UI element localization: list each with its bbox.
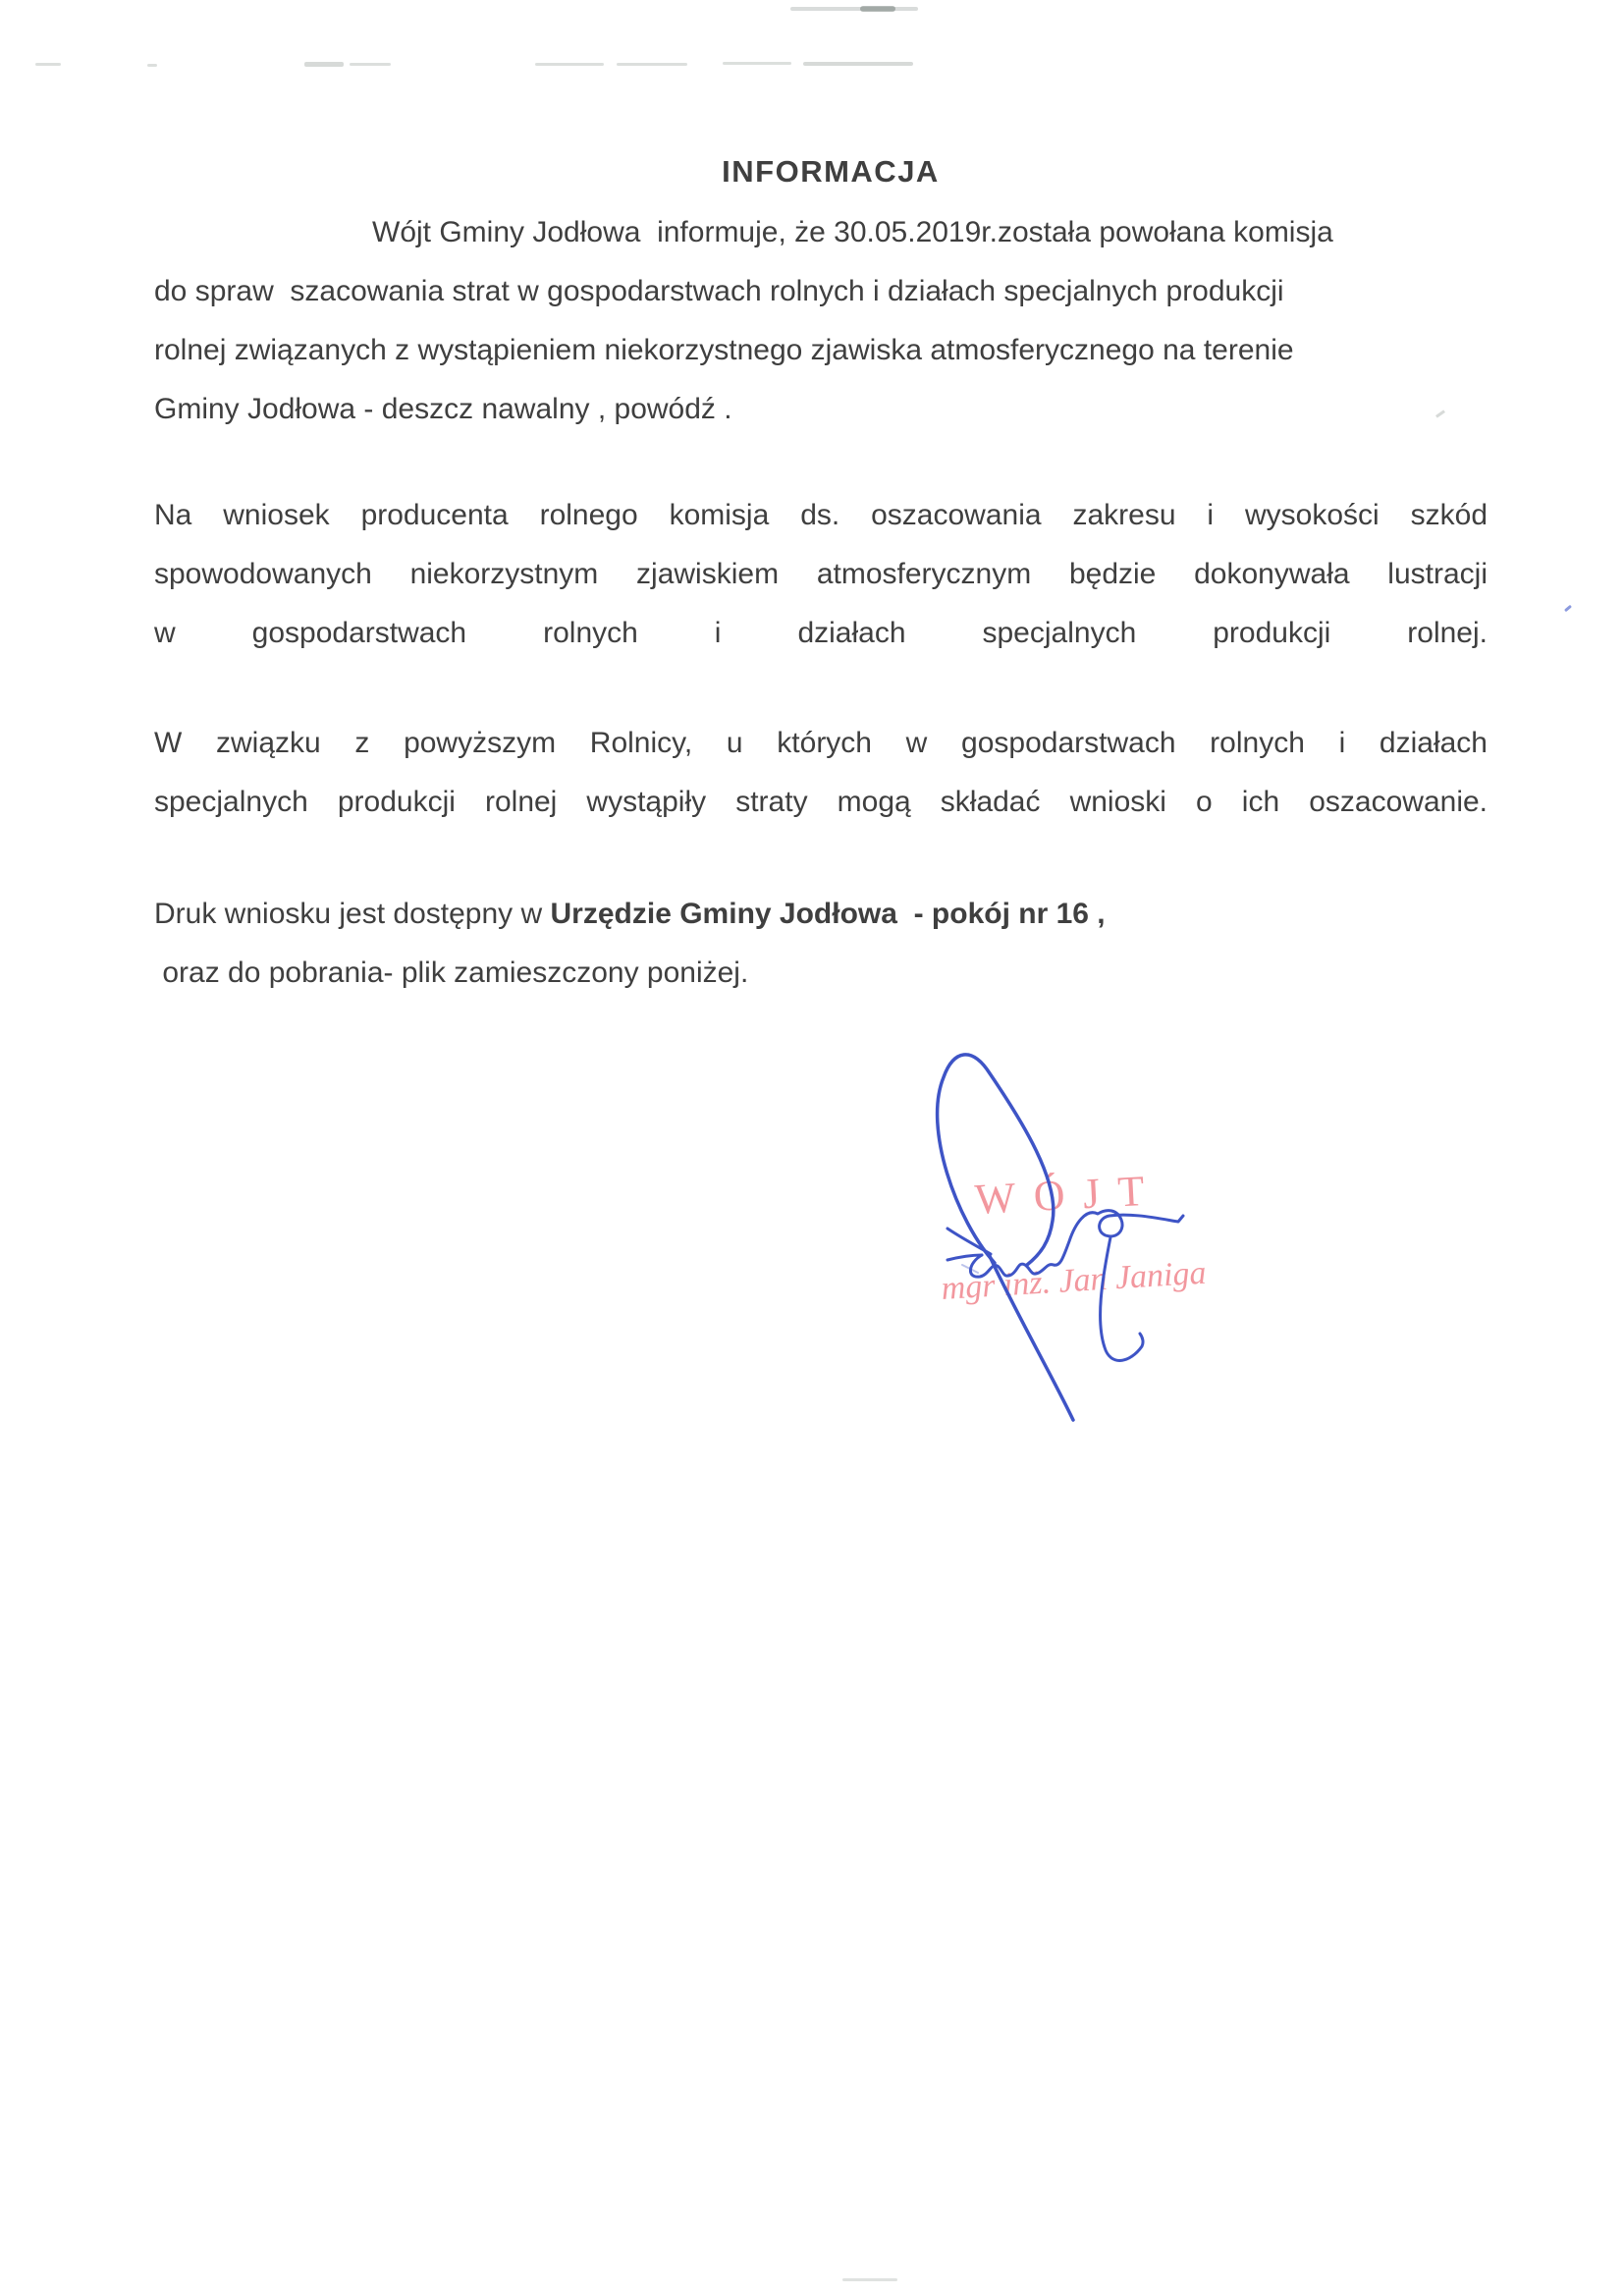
scan-artifact [1564, 605, 1572, 612]
scan-smudge [860, 6, 895, 12]
text-line: spowodowanych niekorzystnym zjawiskiem atmosferycznym będzie dokonywała lustracji [154, 558, 1488, 590]
scan-artifact [35, 63, 61, 66]
stamp-signer-name: mgr inż. Jan Janiga [940, 1254, 1208, 1308]
document-title: INFORMACJA [722, 154, 940, 189]
text-line: Wójt Gminy Jodłowa informuje, że 30.05.2019r.została powołana komisja [372, 216, 1333, 248]
paragraph-commission [154, 486, 1488, 663]
paragraph-form-info [154, 885, 1488, 1003]
text-run: Druk wniosku jest dostępny w [154, 898, 551, 930]
text-line: specjalnych produkcji rolnej wystąpiły straty mogą składać wnioski o ich oszacowanie. [154, 786, 1488, 818]
paragraph-intro [154, 203, 1488, 439]
scan-artifact [147, 64, 157, 67]
stamp-wojt-text: WÓJT [973, 1166, 1164, 1224]
scan-artifact [617, 63, 687, 66]
text-line: Na wniosek producenta rolnego komisja ds. oszacowania zakresu i wysokości szkód [154, 499, 1488, 531]
scan-artifact [723, 62, 791, 65]
paragraph-farmers [154, 714, 1488, 832]
text-line: do spraw szacowania strat w gospodarstwach rolnych i działach specjalnych produkcji [154, 275, 1284, 307]
text-line [154, 885, 1488, 944]
text-line: W związku z powyższym Rolnicy, u których w gospodarstwach rolnych i działach [154, 727, 1488, 759]
scan-artifact [535, 63, 604, 66]
document-body [154, 142, 1488, 1003]
handwritten-signature-ink [903, 1031, 1276, 1453]
scan-artifact [304, 62, 344, 67]
scan-artifact [803, 62, 913, 66]
scan-artifact [350, 63, 391, 66]
text-line: Gminy Jodłowa - deszcz nawalny , powódź . [154, 393, 732, 425]
scan-artifact [842, 2278, 897, 2281]
text-line: oraz do pobrania- plik zamieszczony poniżej. [154, 957, 749, 989]
text-line: w gospodarstwach rolnych i działach specjalnych produkcji rolnej. [154, 617, 1488, 649]
signature-block [903, 1031, 1276, 1453]
text-run-bold: Urzędzie Gminy Jodłowa - pokój nr 16 , [550, 898, 1106, 930]
scan-smudge [790, 7, 918, 11]
text-line: rolnej związanych z wystąpieniem niekorzystnego zjawiska atmosferycznego na terenie [154, 334, 1294, 366]
